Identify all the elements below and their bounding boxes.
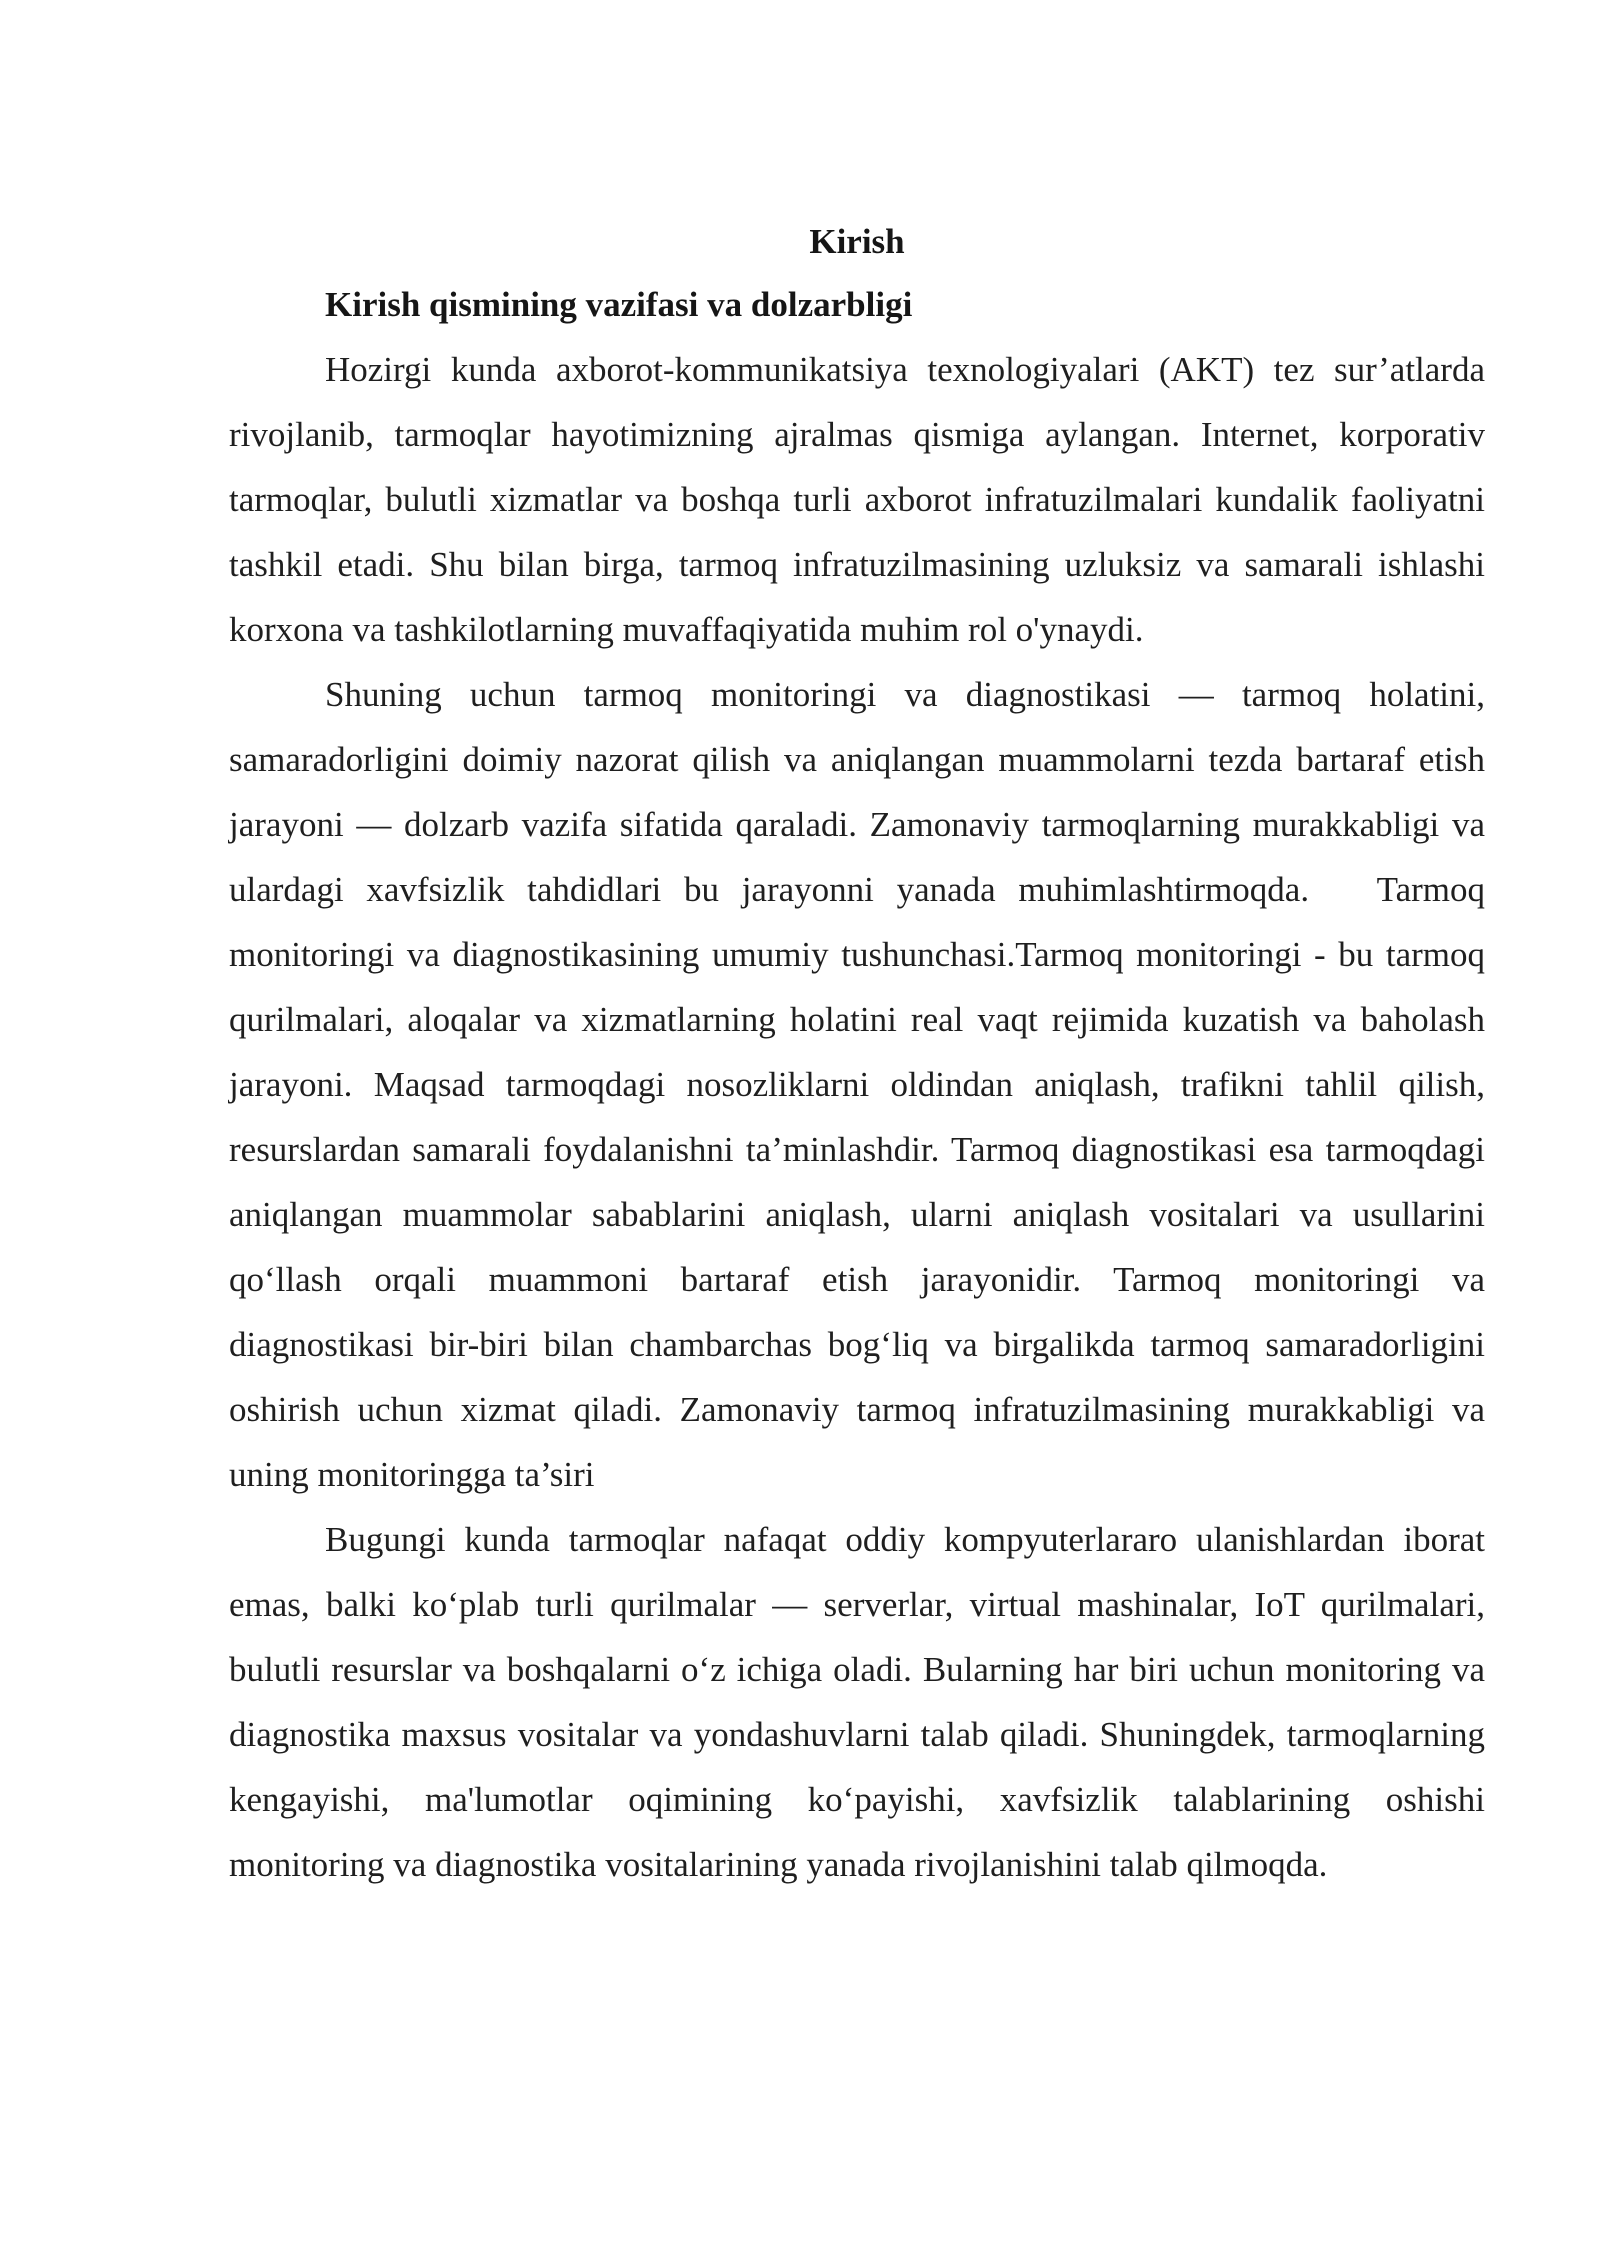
document-body xyxy=(229,212,1485,1897)
section-heading: Kirish qismining vazifasi va dolzarbligi xyxy=(325,285,913,324)
page-title: Kirish xyxy=(809,222,905,261)
paragraph-monitoring: Shuning uchun tarmoq monitoringi va diagnostikasi — tarmoq holatini, samaradorligini doimiy nazorat qilish va aniqlangan muammolarni tezda bartaraf etish jarayoni — dolzarb vazifa sifatida qaraladi. Zamonaviy tarmoqlarning murakkabligi va ulardagi xavfsizlik tahdidlari bu jarayonni yanada muhimlashtirmoqda. Tarmoq monitoringi va diagnostikasining umumiy tushunchasi.Tarmoq monitoringi - bu tarmoq qurilmalari, aloqalar va xizmatlarning holatini real vaqt rejimida kuzatish va baholash jarayoni. Maqsad tarmoqdagi nosozliklarni oldindan aniqlash, trafikni tahlil qilish, resurslardan samarali foydalanishni ta’minlashdir. Tarmoq diagnostikasi esa tarmoqdagi aniqlangan muammolar sabablarini aniqlash, ularni aniqlash vositalari va usullarini qo‘llash orqali muammoni bartaraf etish jarayonidir. Tarmoq monitoringi va diagnostikasi bir-biri bilan chambarchas bog‘liq va birgalikda tarmoq samaradorligini oshirish uchun xizmat qiladi. Zamonaviy tarmoq infratuzilmasining murakkabligi va uning monitoringga ta’siri xyxy=(229,675,1485,1494)
paragraph-modern-networks: Bugungi kunda tarmoqlar nafaqat oddiy kompyuterlararo ulanishlardan iborat emas, balki ko‘plab turli qurilmalar — serverlar, virtual mashinalar, IoT qurilmalari, bulutli resurslar va boshqalarni o‘z ichiga oladi. Bularning har biri uchun monitoring va diagnostika maxsus vositalar va yondashuvlarni talab qiladi. Shuningdek, tarmoqlarning kengayishi, ma'lumotlar oqimining ko‘payishi, xavfsizlik talablarining oshishi monitoring va diagnostika vositalarining yanada rivojlanishini talab qilmoqda. xyxy=(229,1520,1485,1884)
paragraph-intro: Hozirgi kunda axborot-kommunikatsiya texnologiyalari (AKT) tez sur’atlarda rivojlanib, tarmoqlar hayotimizning ajralmas qismiga aylangan. Internet, korporativ tarmoqlar, bulutli xizmatlar va boshqa turli axborot infratuzilmalari kundalik faoliyatni tashkil etadi. Shu bilan birga, tarmoq infratuzilmasining uzluksiz va samarali ishlashi korxona va tashkilotlarning muvaffaqiyatida muhim rol o'ynaydi. xyxy=(229,350,1485,649)
